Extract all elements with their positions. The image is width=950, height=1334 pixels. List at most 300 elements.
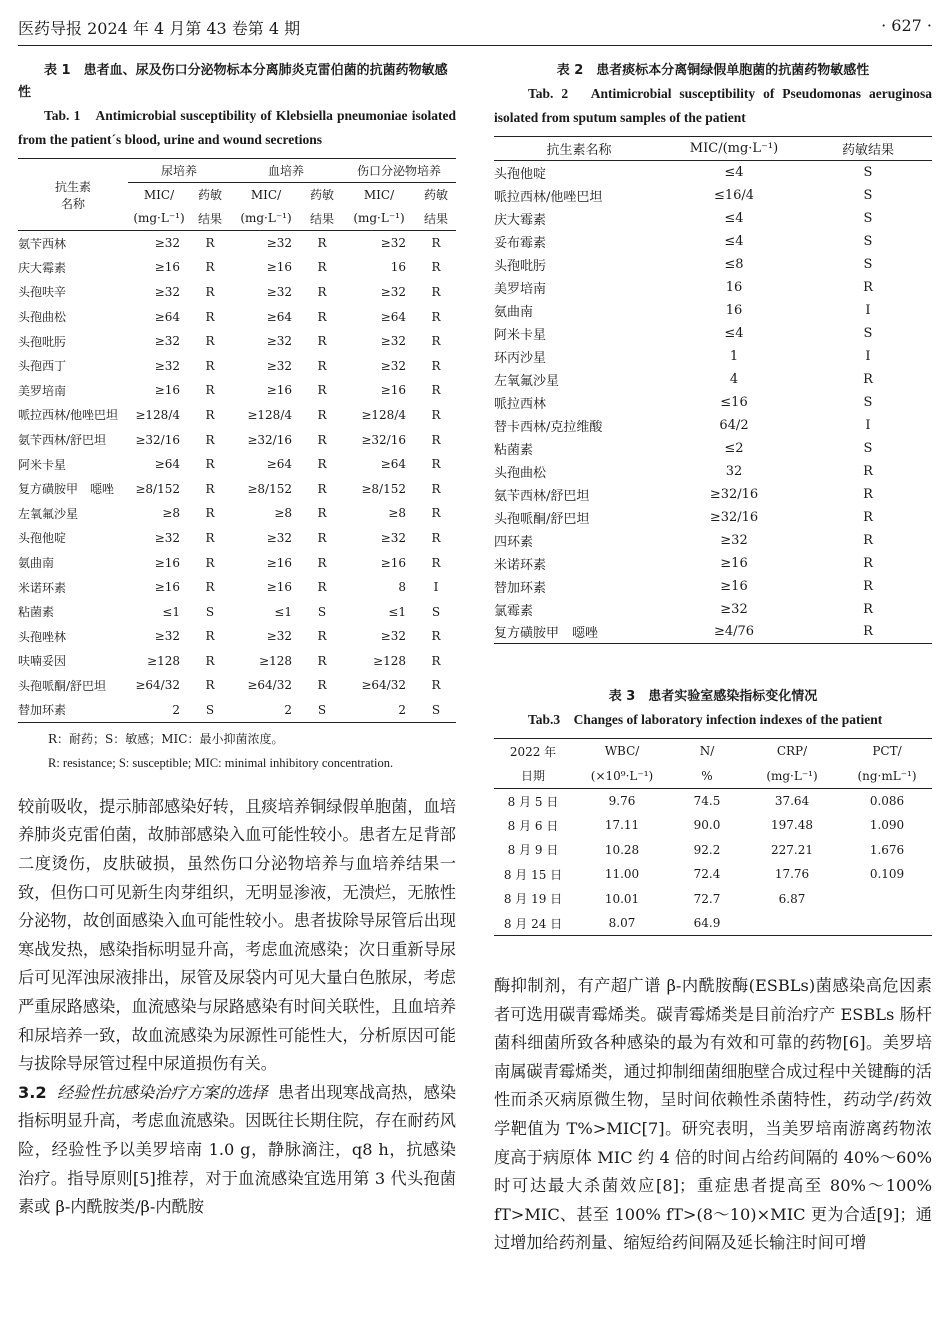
wound-result: R xyxy=(431,383,441,398)
wound-result: R xyxy=(431,457,441,472)
blood-mic: ≥16 xyxy=(266,580,292,595)
urine-mic: ≥32 xyxy=(154,358,180,373)
urine-mic: ≥16 xyxy=(154,383,180,398)
wbc-value: 10.01 xyxy=(604,891,640,906)
wbc-value: 10.28 xyxy=(604,842,640,857)
wound-mic: 8 xyxy=(398,580,406,595)
right-paragraph: 酶抑制剂，有产超广谱 β-内酰胺酶(ESBLs)菌感染高危因素者可选用碳青霉烯类。碳青霉烯类是目前治疗产 ESBLs 肠杆菌科细菌所致各种感染的最为有效和可靠的药物[6]。美罗培南属碳青霉烯类，通过抑制细菌细胞壁合成过程中关键酶的活性而杀灭病原微生物，呈时间依赖性杀菌特性，药动学/药效学靶值为 T%>MIC[7]。研究表明，当美罗培南游离药物浓度高于病原体 MIC 约 4 倍的时间占给药间隔的 40%～60% 时可达最大杀菌效应[8]；重症患者提高至 80%～100% fT>MIC、甚至 100% fT>(8～10)×MIC 更为合适[9]；通过增加给药剂量、缩短给药间隔及延长输注时间可增 xyxy=(494,976,932,1253)
date-value: 8 月 6 日 xyxy=(507,818,559,833)
table-row xyxy=(18,501,456,526)
mic-value: ≤4 xyxy=(724,325,744,341)
table-row xyxy=(18,329,456,354)
table-row xyxy=(18,526,456,551)
table1-sub-mic-unit: (mg·L⁻¹) xyxy=(230,207,302,231)
antibiotic-name: 氨曲南 xyxy=(494,304,534,320)
table3-header-n: N/ xyxy=(672,739,742,764)
mic-value: 32 xyxy=(725,463,743,479)
urine-mic: ≥32 xyxy=(154,530,180,545)
antibiotic-name: 替加环素 xyxy=(18,698,128,723)
pct-value xyxy=(842,887,932,912)
table-row xyxy=(494,299,932,322)
date-value: 8 月 5 日 xyxy=(507,794,559,809)
urine-result: R xyxy=(205,678,215,693)
table-row xyxy=(494,322,932,345)
table1-sub-mic: MIC/ xyxy=(363,187,395,202)
susceptibility-result: I xyxy=(865,348,871,364)
blood-result: S xyxy=(302,698,342,723)
urine-result: R xyxy=(205,653,215,668)
urine-result: R xyxy=(205,481,215,496)
table3-header-n-unit: % xyxy=(672,764,742,789)
blood-mic: ≥32 xyxy=(266,358,292,373)
antibiotic-name: 头孢唑林 xyxy=(18,629,67,644)
left-paragraph-2 xyxy=(18,1079,456,1222)
blood-result: R xyxy=(317,334,327,349)
urine-result: R xyxy=(205,629,215,644)
susceptibility-result: S xyxy=(863,394,873,410)
wound-result: R xyxy=(431,555,441,570)
urine-result: R xyxy=(205,236,215,251)
antibiotic-name: 妥布霉素 xyxy=(494,235,547,251)
urine-mic: ≥128/4 xyxy=(135,407,180,422)
table-row xyxy=(494,414,932,437)
susceptibility-result: R xyxy=(804,621,932,644)
table1-note-en: R: resistance; S: susceptible; MIC: minimal inhibitory concentration. xyxy=(48,755,394,770)
wound-result: R xyxy=(431,407,441,422)
table-row xyxy=(18,231,456,256)
blood-result: R xyxy=(317,236,327,251)
urine-mic: ≥16 xyxy=(154,555,180,570)
antibiotic-name: 头孢曲松 xyxy=(18,310,67,325)
table-row xyxy=(18,353,456,378)
table-row xyxy=(494,621,932,644)
antibiotic-name: 哌拉西林/他唑巴坦 xyxy=(494,189,603,205)
wound-mic: ≥64 xyxy=(380,309,406,324)
wound-mic: ≥8/152 xyxy=(361,481,406,496)
mic-value: ≤8 xyxy=(724,256,744,272)
susceptibility-result: R xyxy=(863,486,873,502)
blood-mic: ≥32 xyxy=(266,334,292,349)
wound-result: R xyxy=(431,678,441,693)
blood-mic: ≥32 xyxy=(266,629,292,644)
table1-sub-res-2: 结果 xyxy=(416,207,456,231)
urine-result: R xyxy=(205,457,215,472)
section-title: 经验性抗感染治疗方案的选择 xyxy=(57,1082,268,1102)
table3 xyxy=(494,738,932,936)
wound-mic: ≥32 xyxy=(380,236,406,251)
mic-value: ≥32/16 xyxy=(709,486,759,502)
table3-header-date: 2022 年 xyxy=(494,739,572,764)
mic-value: ≤2 xyxy=(724,440,744,456)
susceptibility-result: R xyxy=(863,279,873,295)
table-row xyxy=(494,838,932,863)
pct-value: 0.109 xyxy=(869,867,905,882)
antibiotic-name: 哌拉西林/他唑巴坦 xyxy=(18,408,119,423)
wbc-value: 9.76 xyxy=(608,794,636,808)
antibiotic-name: 庆大霉素 xyxy=(494,212,547,228)
susceptibility-result: S xyxy=(863,440,873,456)
wound-mic: ≥128 xyxy=(373,653,406,668)
urine-result: R xyxy=(205,580,215,595)
section-body: 患者出现寒战高热，感染指标明显升高，考虑血流感染。因既往长期住院，存在耐药风险，经验性予以美罗培南 1.0 g，静脉滴注，q8 h，抗感染治疗。指导原则[5]推荐，对于血流感染宜选用第 3 代头孢菌素或 β-内酰胺类/β-内酰胺 xyxy=(18,1082,457,1217)
urine-mic: ≤1 xyxy=(162,604,180,619)
page-header xyxy=(18,12,932,46)
urine-result: R xyxy=(205,284,215,299)
urine-mic: ≥8 xyxy=(162,506,180,521)
table3-header-wbc: WBC/ xyxy=(572,739,672,764)
blood-mic: ≥16 xyxy=(266,555,292,570)
table-row xyxy=(494,161,932,184)
wound-result: R xyxy=(431,260,441,275)
table2-header-mic: MIC/(mg·L⁻¹) xyxy=(664,137,804,161)
antibiotic-name: 头孢西丁 xyxy=(18,359,67,374)
table-row xyxy=(18,452,456,477)
wound-mic: ≥32 xyxy=(380,284,406,299)
table-row xyxy=(494,483,932,506)
wound-result: R xyxy=(431,629,441,644)
table-row xyxy=(18,575,456,600)
antibiotic-name: 头孢呋辛 xyxy=(18,285,67,300)
table-row xyxy=(18,280,456,305)
urine-mic: ≥64 xyxy=(154,309,180,324)
wound-mic: ≥32/16 xyxy=(361,432,406,447)
susceptibility-result: R xyxy=(863,601,873,617)
date-value: 8 月 24 日 xyxy=(494,911,572,936)
table1-group-wound: 伤口分泌物培养 xyxy=(342,159,456,183)
table-row xyxy=(494,506,932,529)
blood-mic: ≥32 xyxy=(266,284,292,299)
table-row xyxy=(494,276,932,299)
table-row xyxy=(494,862,932,887)
blood-result: S xyxy=(317,604,327,619)
table1-sub-res-2: 结果 xyxy=(302,207,342,231)
blood-result: R xyxy=(317,383,327,398)
wound-result: R xyxy=(431,284,441,299)
left-paragraph-1: 较前吸收，提示肺部感染好转，且痰培养铜绿假单胞菌，血培养肺炎克雷伯菌，故肺部感染入血可能性较小。患者左足背部二度烫伤，皮肤破损，虽然伤口分泌物培养与血培养结果一致，但伤口可见新生肉芽组织，无明显渗液，无溃烂，无脓性分泌物，故创面感染入血可能性较小。患者拔除导尿管后出现寒战发热，感染指标明显升高，考虑血流感染；次日重新导尿后可见浑浊尿液排出，尿管及尿袋内可见大量白色脓尿，考虑严重尿路感染，血流感染与尿路感染有时间关联性，且血培养和尿培养一致，故血流感染为尿源性可能性大，分析原因可能与拔除导尿管过程中尿道损伤有关。 xyxy=(18,796,456,1074)
antibiotic-name: 庆大霉素 xyxy=(18,260,67,275)
urine-mic: ≥32 xyxy=(154,334,180,349)
n-value: 72.4 xyxy=(693,867,721,882)
table-row xyxy=(18,476,456,501)
blood-mic: ≥16 xyxy=(266,260,292,275)
antibiotic-name: 阿米卡星 xyxy=(494,327,547,343)
mic-value: ≤4 xyxy=(724,210,744,226)
antibiotic-name: 粘菌素 xyxy=(494,442,534,458)
wound-result: R xyxy=(431,506,441,521)
wbc-value: 11.00 xyxy=(604,867,640,882)
blood-result: R xyxy=(317,309,327,324)
susceptibility-result: S xyxy=(863,210,873,226)
susceptibility-result: S xyxy=(863,256,873,272)
blood-result: R xyxy=(317,260,327,275)
date-value: 8 月 9 日 xyxy=(507,843,559,858)
table-row xyxy=(494,789,932,814)
crp-value: 197.48 xyxy=(771,818,813,833)
table3-header-pct-unit: (ng·mL⁻¹) xyxy=(842,764,932,789)
mic-value: ≥16 xyxy=(720,578,748,594)
urine-mic: ≥16 xyxy=(154,580,180,595)
wbc-value: 8.07 xyxy=(572,911,672,936)
n-value: 74.5 xyxy=(693,794,721,808)
wound-mic: ≥32 xyxy=(380,629,406,644)
mic-value: 16 xyxy=(725,279,743,295)
blood-result: R xyxy=(317,284,327,299)
wound-mic: ≥32 xyxy=(380,358,406,373)
crp-value: 17.76 xyxy=(774,867,810,882)
wound-result: R xyxy=(431,530,441,545)
urine-result: S xyxy=(190,698,230,723)
n-value: 64.9 xyxy=(672,911,742,936)
table1-sub-mic: MIC/ xyxy=(250,187,282,202)
crp-value: 227.21 xyxy=(771,842,813,857)
pct-value: 1.090 xyxy=(869,818,905,833)
journal-info: 医药导报 2024 年 4 月第 43 卷第 4 期 xyxy=(18,19,301,38)
table-row xyxy=(494,460,932,483)
table-row xyxy=(494,207,932,230)
table1-note-cn: R：耐药；S：敏感；MIC：最小抑菌浓度。 xyxy=(48,731,284,746)
wound-mic: ≥16 xyxy=(380,555,406,570)
antibiotic-name: 米诺环素 xyxy=(18,580,67,595)
table-row xyxy=(18,255,456,280)
wbc-value: 17.11 xyxy=(604,818,640,833)
pct-value xyxy=(842,911,932,936)
urine-mic: ≥32 xyxy=(154,284,180,299)
blood-result: R xyxy=(317,629,327,644)
table-row xyxy=(494,529,932,552)
antibiotic-name: 美罗培南 xyxy=(18,383,67,398)
urine-mic: ≥64/32 xyxy=(135,678,180,693)
susceptibility-result: S xyxy=(863,164,873,180)
blood-result: R xyxy=(317,407,327,422)
right-column xyxy=(494,60,932,1258)
wound-mic: 2 xyxy=(342,698,416,723)
table1-sub-res: 药敏 xyxy=(309,188,334,203)
urine-mic: ≥32/16 xyxy=(135,432,180,447)
table-row xyxy=(18,673,456,698)
table3-title-cn: 表 3 患者实验室感染指标变化情况 xyxy=(608,689,818,704)
susceptibility-result: R xyxy=(863,509,873,525)
wound-result: S xyxy=(431,604,441,619)
antibiotic-name: 氨苄西林 xyxy=(18,236,67,251)
mic-value: 16 xyxy=(725,302,743,318)
antibiotic-name: 头孢哌酮/舒巴坦 xyxy=(494,511,590,527)
antibiotic-name: 头孢哌酮/舒巴坦 xyxy=(18,678,107,693)
mic-value: ≥32/16 xyxy=(709,509,759,525)
wound-result: R xyxy=(431,653,441,668)
blood-mic: ≥32 xyxy=(266,530,292,545)
pct-value: 1.676 xyxy=(869,842,905,857)
blood-mic: ≥8 xyxy=(274,506,292,521)
table-row xyxy=(18,599,456,624)
antibiotic-name: 美罗培南 xyxy=(494,281,547,297)
blood-result: R xyxy=(317,432,327,447)
table1-header-name: 抗生素 名称 xyxy=(18,159,128,231)
blood-mic: ≥128/4 xyxy=(247,407,292,422)
table-row xyxy=(494,437,932,460)
mic-value: 4 xyxy=(729,371,739,387)
susceptibility-result: R xyxy=(863,555,873,571)
wound-result: I xyxy=(433,580,439,595)
mic-value: ≤4 xyxy=(724,164,744,180)
blood-result: R xyxy=(317,555,327,570)
table1-sub-mic-unit: (mg·L⁻¹) xyxy=(342,207,416,231)
urine-result: R xyxy=(205,260,215,275)
blood-mic: ≥128 xyxy=(259,653,292,668)
wound-mic: ≤1 xyxy=(388,604,406,619)
wound-result: R xyxy=(431,481,441,496)
susceptibility-result: R xyxy=(863,371,873,387)
antibiotic-name: 头孢吡肟 xyxy=(494,258,547,274)
blood-mic: ≥16 xyxy=(266,383,292,398)
blood-result: R xyxy=(317,457,327,472)
blood-result: R xyxy=(317,506,327,521)
table-row xyxy=(494,368,932,391)
wound-mic: ≥32 xyxy=(380,334,406,349)
table3-header-crp: CRP/ xyxy=(742,739,842,764)
table1-sub-res: 药敏 xyxy=(423,188,448,203)
pct-value: 0.086 xyxy=(869,794,905,808)
table-row xyxy=(18,550,456,575)
table-row xyxy=(18,427,456,452)
n-value: 90.0 xyxy=(693,818,721,833)
blood-result: R xyxy=(317,481,327,496)
susceptibility-result: S xyxy=(863,187,873,203)
wound-mic: ≥64/32 xyxy=(361,678,406,693)
wound-result: R xyxy=(431,358,441,373)
wound-mic: ≥64 xyxy=(380,457,406,472)
wound-mic: ≥128/4 xyxy=(361,407,406,422)
urine-result: R xyxy=(205,407,215,422)
antibiotic-name: 粘菌素 xyxy=(18,605,55,620)
blood-mic: 2 xyxy=(230,698,302,723)
table-row xyxy=(494,911,932,936)
blood-result: R xyxy=(317,580,327,595)
urine-mic: ≥128 xyxy=(147,653,180,668)
table-row xyxy=(494,391,932,414)
susceptibility-result: R xyxy=(863,463,873,479)
urine-result: R xyxy=(205,506,215,521)
antibiotic-name: 氨苄西林/舒巴坦 xyxy=(18,433,107,448)
wound-mic: ≥8 xyxy=(388,506,406,521)
table1-title-en: Tab. 1 Antimicrobial susceptibility of Klebsiella pneumoniae isolated from the patient´s blood, urine and wound secretions xyxy=(18,108,456,147)
antibiotic-name: 哌拉西林 xyxy=(494,396,547,412)
table1 xyxy=(18,158,456,723)
antibiotic-name: 呋喃妥因 xyxy=(18,654,67,669)
wound-mic: ≥32 xyxy=(380,530,406,545)
antibiotic-name: 米诺环素 xyxy=(494,557,547,573)
antibiotic-name: 左氧氟沙星 xyxy=(494,373,560,389)
mic-value: ≥32 xyxy=(720,601,748,617)
urine-result: R xyxy=(205,358,215,373)
table1-group-blood: 血培养 xyxy=(230,159,342,183)
table-row xyxy=(18,304,456,329)
mic-value: ≥32 xyxy=(720,532,748,548)
mic-value: ≤16 xyxy=(720,394,748,410)
urine-result: R xyxy=(205,383,215,398)
susceptibility-result: R xyxy=(863,532,873,548)
table2-header-result: 药敏结果 xyxy=(804,137,932,161)
table-row xyxy=(494,575,932,598)
table-row xyxy=(18,624,456,649)
urine-result: S xyxy=(205,604,215,619)
antibiotic-name: 环丙沙星 xyxy=(494,350,547,366)
urine-mic: ≥64 xyxy=(154,457,180,472)
table3-header-date-unit: 日期 xyxy=(494,764,572,789)
urine-mic: 2 xyxy=(128,698,190,723)
mic-value: ≥16 xyxy=(720,555,748,571)
blood-mic: ≥32/16 xyxy=(247,432,292,447)
urine-result: R xyxy=(205,334,215,349)
urine-result: R xyxy=(205,309,215,324)
antibiotic-name: 替加环素 xyxy=(494,580,547,596)
blood-mic: ≥64 xyxy=(266,457,292,472)
table2-title-en: Tab. 2 Antimicrobial susceptibility of Pseudomonas aeruginosa isolated from sputum samples of the patient xyxy=(494,86,932,125)
mic-value: ≤16/4 xyxy=(713,187,755,203)
wound-result: R xyxy=(431,432,441,447)
antibiotic-name: 替卡西林/克拉维酸 xyxy=(494,419,603,435)
crp-value: 37.64 xyxy=(774,794,810,808)
blood-mic: ≥64 xyxy=(266,309,292,324)
table-row xyxy=(494,184,932,207)
table2-header-name: 抗生素名称 xyxy=(494,137,664,161)
wound-result: R xyxy=(431,236,441,251)
susceptibility-result: R xyxy=(863,578,873,594)
table1-sub-mic-unit: (mg·L⁻¹) xyxy=(128,207,190,231)
table1-group-urine: 尿培养 xyxy=(128,159,230,183)
crp-value xyxy=(742,911,842,936)
table-row xyxy=(494,552,932,575)
section-number: 3.2 xyxy=(18,1082,47,1102)
antibiotic-name: 阿米卡星 xyxy=(18,457,67,472)
susceptibility-result: I xyxy=(865,302,871,318)
antibiotic-name: 左氧氟沙星 xyxy=(18,506,79,521)
wound-result: R xyxy=(431,334,441,349)
antibiotic-name: 四环素 xyxy=(494,534,534,550)
table1-sub-res: 药敏 xyxy=(197,188,222,203)
antibiotic-name: 氨曲南 xyxy=(18,556,55,571)
wound-result: R xyxy=(431,309,441,324)
table-row xyxy=(494,230,932,253)
antibiotic-name: 复方磺胺甲 噁唑 xyxy=(494,621,664,644)
antibiotic-name: 头孢他啶 xyxy=(494,166,547,182)
antibiotic-name: 复方磺胺甲 噁唑 xyxy=(18,482,115,497)
antibiotic-name: 氨苄西林/舒巴坦 xyxy=(494,488,590,504)
susceptibility-result: S xyxy=(863,325,873,341)
mic-value: ≥4/76 xyxy=(664,621,804,644)
blood-mic: ≥8/152 xyxy=(247,481,292,496)
blood-mic: ≤1 xyxy=(274,604,292,619)
antibiotic-name: 头孢他啶 xyxy=(18,531,67,546)
blood-result: R xyxy=(317,678,327,693)
blood-result: R xyxy=(317,358,327,373)
blood-mic: ≥32 xyxy=(266,236,292,251)
urine-mic: ≥32 xyxy=(154,629,180,644)
table-row xyxy=(494,887,932,912)
n-value: 72.7 xyxy=(693,891,721,906)
table-row xyxy=(18,649,456,674)
mic-value: ≤4 xyxy=(724,233,744,249)
susceptibility-result: I xyxy=(865,417,871,433)
urine-mic: ≥8/152 xyxy=(135,481,180,496)
table3-header-crp-unit: (mg·L⁻¹) xyxy=(742,764,842,789)
urine-result: R xyxy=(205,432,215,447)
table3-header-pct: PCT/ xyxy=(842,739,932,764)
n-value: 92.2 xyxy=(693,842,721,857)
table3-title-en: Tab.3 Changes of laboratory infection indexes of the patient xyxy=(528,712,883,727)
blood-result: R xyxy=(317,530,327,545)
antibiotic-name: 氯霉素 xyxy=(494,603,534,619)
urine-result: R xyxy=(205,555,215,570)
